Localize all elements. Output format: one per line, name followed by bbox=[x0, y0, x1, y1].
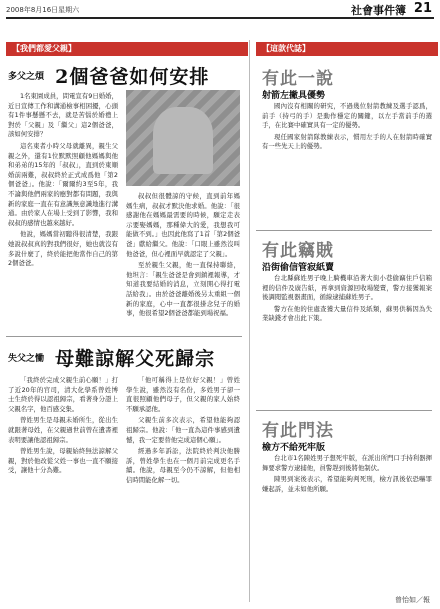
story2-column-2 bbox=[126, 376, 240, 598]
right-section-3-body bbox=[262, 454, 432, 590]
right-section-2-subtitle: 沿街偷信管寂紙賣 bbox=[262, 263, 335, 273]
story2-kicker: 失父之慟 bbox=[8, 354, 45, 364]
right-section-1-paragraph: 國內沒有相關的研究，不過幾位射箭教練及選手認爲，前手（持弓的手）是動作穩定的關鍵，以左手當前手的選手，在比賽中確實具有一定的優勢。 bbox=[262, 102, 432, 130]
right-section-3-subtitle: 檢方不給死牢版 bbox=[262, 443, 326, 453]
byline: 曾怡如／報 bbox=[395, 596, 430, 604]
column-divider bbox=[249, 40, 250, 602]
right-divider-2 bbox=[256, 410, 432, 411]
right-section-1-body bbox=[262, 102, 432, 224]
story1-col2-paragraph: 叔叔但很體諒的守候，直到前年媽媽生病，叔叔才默決他求婚。他說：「很感謝他在媽媽最需要的時候，願定走表示要娶媽媽，那種偉大的愛，我想我可能做不到。」也因此他寫了1首「第2個爸爸」獻給繼父。他說：「口眼上雖然沒叫他爸爸，但心裡面早就認定了父親」。 bbox=[126, 192, 240, 258]
story1-heading bbox=[8, 62, 209, 89]
story2-col2-paragraph: 父親生前多次表示，希望他能夠認祖歸宗。他說：「他一直為這件事感到遺憾，我一定要替他完成這個心願」。 bbox=[126, 416, 240, 444]
story1-kicker: 多父之煩 bbox=[8, 72, 45, 82]
right-section-2-paragraph: 台北縣蘇姓男子晚上騎機車沿著大街小巷偷竊住戶信箱裡的信件及廣告紙，再拿到資源回收場變賣，警方接獲報案後調閱監視器畫面，循線逮捕蘇姓男子。 bbox=[262, 274, 432, 302]
story1-column-1 bbox=[8, 92, 118, 330]
right-section-3-paragraph: 陳男到案後表示，希望能夠判死刑，檢方訊後依恐嚇罪嫌起訴，並未如他所願。 bbox=[262, 475, 432, 493]
story1-photo bbox=[126, 90, 240, 186]
story2-col1-paragraph: 「我終於完成父親生前心願！」打了近20年的官司，清大化學系曾姓博士生終於得以認祖歸宗，看著身分證上父親名字，他百感交集。 bbox=[8, 376, 118, 413]
issue-date: 2008年8月16日星期六 bbox=[6, 6, 80, 14]
story1-col2-paragraph: 至於親生父親，他一直保持聯絡，他坦言：「親生爸爸是會到鎮裡報導，才知道我要結婚的消息，立刻開心得打電話給我」。由於爸爸離婚後另太重組一個新的家庭，心中一直都很掛念兒子的婚事，他很希望2個爸爸都能到場祝福。 bbox=[126, 261, 240, 318]
story2-col1-paragraph: 曾姓男生說，母親始終無法諒解父親，對於他改從父姓一事也一直不願接受，讓他十分為難。 bbox=[8, 447, 118, 475]
right-section-3-title: 有此門法 bbox=[262, 421, 334, 441]
right-section-1-paragraph: 現任國家射箭隊教練表示，慣用左手的人在射箭時確實有一些先天上的優勢。 bbox=[262, 132, 432, 151]
left-section-tag bbox=[6, 42, 248, 56]
story1-headline: 2個爸爸如何安排 bbox=[55, 66, 210, 88]
story1-col1-paragraph: 這名東者小時父母就離異，親生父親之外，還有1位默默照顧他媽媽與他和弟弟的15年的「叔叔」，直到於東順婚前兩難，叔叔終於正式成爲他「第2個爸爸」。他說：「爾爾約3至5年，我不論與他們兩家的應對都有問題，我與新的家庭一直在有意識無意識地進行溝通。由於家人在場上受到了影響，我和叔叔的感情也越來越好。 bbox=[8, 141, 118, 227]
right-section-tag bbox=[256, 42, 438, 56]
right-section-1-subtitle: 射箭左撇具優勢 bbox=[262, 91, 326, 101]
story2-headline: 母難諒解父死歸宗 bbox=[55, 348, 216, 370]
story1-col1-paragraph: 1名東園成員，問電宣有9日婚婚，近日宣傳工作和溝通檢事相困擾，心頭有1件事懸懸不去，就是苦惱於婚禮上對於「父親」及「繼父」這2個爸爸，該如何安排？ bbox=[8, 92, 118, 139]
right-section-3-paragraph: 台北市1名陳姓男子想死牢版，在派出所門口手持利器揮舞要求警方逮捕他，員警趕到後將他制伏。 bbox=[262, 454, 432, 472]
right-section-2-body bbox=[262, 274, 432, 404]
right-section-1-title: 有此一說 bbox=[262, 69, 334, 89]
left-section-tag-label: 【我們都愛父親】 bbox=[12, 44, 76, 53]
page-number: 21 bbox=[413, 1, 432, 16]
story1-column-2 bbox=[126, 192, 240, 330]
header-rule bbox=[6, 17, 434, 19]
story2-col1-paragraph: 曾姓男生是母親未婚所生，從出生就跟著母姓，在父親過世前曾在遺書裡表明要讓他認祖歸宗。 bbox=[8, 416, 118, 444]
story2-column-1 bbox=[8, 376, 118, 598]
right-section-2-paragraph: 警方在他的住處查獲大量信件及紙類，蘇男供稱因為失業缺錢才會出此下策。 bbox=[262, 304, 432, 323]
right-section-tag-label: 【這款代誌】 bbox=[262, 44, 310, 53]
story2-heading bbox=[8, 344, 215, 371]
page-header bbox=[0, 0, 440, 20]
right-divider-1 bbox=[256, 230, 432, 231]
section-title: 社會事件簿 bbox=[351, 4, 406, 17]
right-section-2-title: 有此竊賊 bbox=[262, 241, 334, 261]
story2-col2-paragraph: 經過多年訴訟，法院終於判決他勝訴，曾姓學生也在一個月前完成更名手續。他說，母親至今仍不諒解，但他相信時間能化解一切。 bbox=[126, 447, 240, 484]
story2-col2-paragraph: 「他可稱得上是位好父親！」曾姓學生說，雖然沒有名份，多姓男子卻一直很照顧他們母子，但父親的家人始終不願承認他。 bbox=[126, 376, 240, 413]
story-divider bbox=[6, 336, 242, 337]
story1-col1-paragraph: 他說，媽媽當初聽得很清楚，我跟她說叔叔真的對我們很好，她也就沒有多說什麼了，終於能把他當作自己的第2個爸爸。 bbox=[8, 230, 118, 268]
